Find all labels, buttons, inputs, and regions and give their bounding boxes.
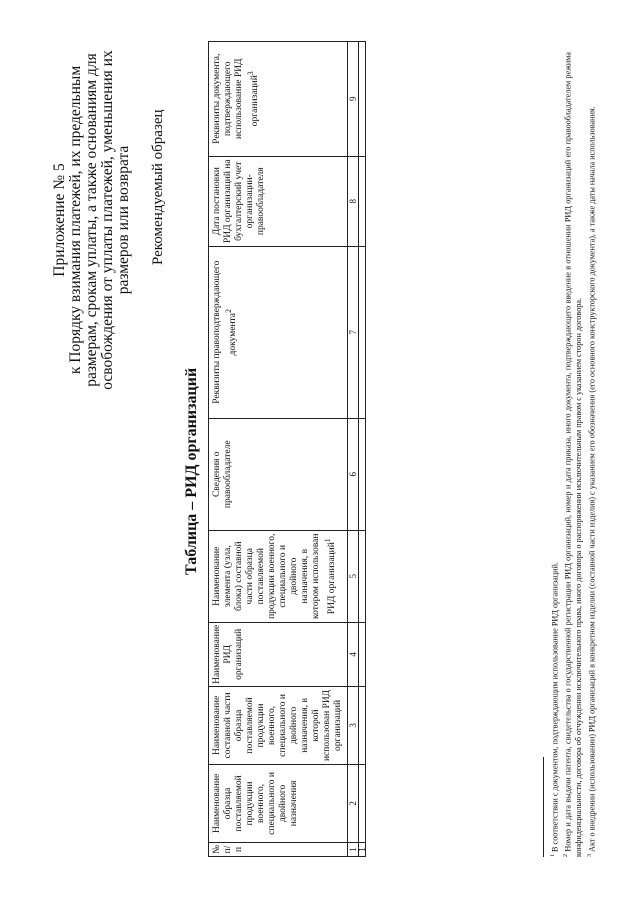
header-cell: [209, 842, 348, 856]
footnote: [561, 52, 585, 857]
header-cell: [209, 530, 348, 622]
data-cell: [359, 41, 366, 156]
data-cell: [359, 246, 366, 418]
appendix-line: Приложение № 5: [51, 163, 68, 277]
footnote-mark: 1: [550, 854, 556, 857]
header-cell: [209, 246, 348, 418]
table-title: Таблица – РИД организаций: [183, 367, 200, 575]
header-text: Реквизиты правоподтверждающего документа: [212, 260, 239, 404]
header-text: Реквизиты документа, подтверждающего использование РИД организаций: [212, 53, 261, 144]
appendix-line: размеров или возврата: [115, 145, 132, 295]
header-cell: [209, 156, 348, 246]
data-cell: [359, 530, 366, 622]
data-cell: [359, 156, 366, 246]
data-cell: [359, 764, 366, 842]
header-text: Наименование РИД организаций: [212, 624, 244, 684]
appendix-line: к Порядку взимания платежей, их предельным: [67, 65, 84, 375]
footnote-separator: [543, 757, 544, 857]
appendix-line: размерам, срокам уплаты, а также основаниям для: [83, 53, 100, 387]
data-cell: 1: [359, 842, 366, 856]
footnote-text: Номер и дата выдачи патента, свидетельства о государственной регистрации РИД организаций, номер и дата приказа, иного документа, подтверждающего введение в отношении РИД организаций его правообладателем режима конфиденциальности, договора об отчуждении исключительного права, иного договора о распоряжении исключительным правом с указанием сторон договора.: [563, 52, 584, 857]
header-text: Наименование составной части образца поставляемой продукции военного, специального и двойного назначения, в которой использован РИД организаций: [212, 689, 343, 762]
recommended-sample-label: Рекомендуемый образец: [150, 109, 166, 265]
footnote-mark: 3: [586, 854, 593, 857]
footnote-mark: 2: [563, 854, 570, 857]
column-number-cell: 5: [348, 530, 359, 622]
header-cell: [209, 41, 348, 156]
footnote-ref: 3: [246, 71, 255, 76]
footnotes: [548, 52, 598, 857]
appendix-header: [52, 15, 132, 425]
header-cell: [209, 764, 348, 842]
column-number-cell: 1: [348, 842, 359, 856]
header-text: Наименование элемента (узла, блока) составной части образца поставляемой продукции военного, специального и двойного назначения, в котором использован РИД организаций: [212, 533, 338, 619]
column-number-cell: 6: [348, 418, 359, 530]
header-text: Сведения о правообладателе: [212, 440, 233, 509]
header-cell: [209, 418, 348, 530]
footnote-ref: 1: [323, 538, 332, 543]
appendix-line: освобождения от уплаты платежей, уменьшения их: [99, 50, 116, 390]
header-text: Наименование образца поставляемой продукции военного, специального и двойного назначения: [212, 772, 299, 835]
footnote-text: Акт о внедрении (использовании) РИД организаций в конкретном изделии (составной части изделия) с указанием его обозначения (его основного конструкторского документа), а также даты начала использования.: [587, 106, 597, 852]
column-number-cell: 9: [348, 41, 359, 156]
column-number-cell: 7: [348, 246, 359, 418]
column-number-cell: 4: [348, 622, 359, 686]
header-cell: [209, 622, 348, 686]
column-number-cell: 8: [348, 156, 359, 246]
footnote-text: В соответствии с документом, подтверждающим использование РИД организаций.: [550, 562, 560, 852]
rid-table: [208, 41, 366, 857]
data-cell: [359, 622, 366, 686]
footnote: [585, 52, 598, 857]
header-text: Дата постановки РИД организаций на бухгалтерский учет организации-правообладателя: [212, 159, 266, 244]
header-text: № п/п: [212, 844, 244, 854]
footnote: [548, 52, 561, 857]
header-cell: [209, 686, 348, 764]
column-number-cell: 3: [348, 686, 359, 764]
column-number-cell: 2: [348, 764, 359, 842]
footnote-ref: 2: [224, 309, 233, 313]
data-cell: [359, 418, 366, 530]
data-cell: [359, 686, 366, 764]
